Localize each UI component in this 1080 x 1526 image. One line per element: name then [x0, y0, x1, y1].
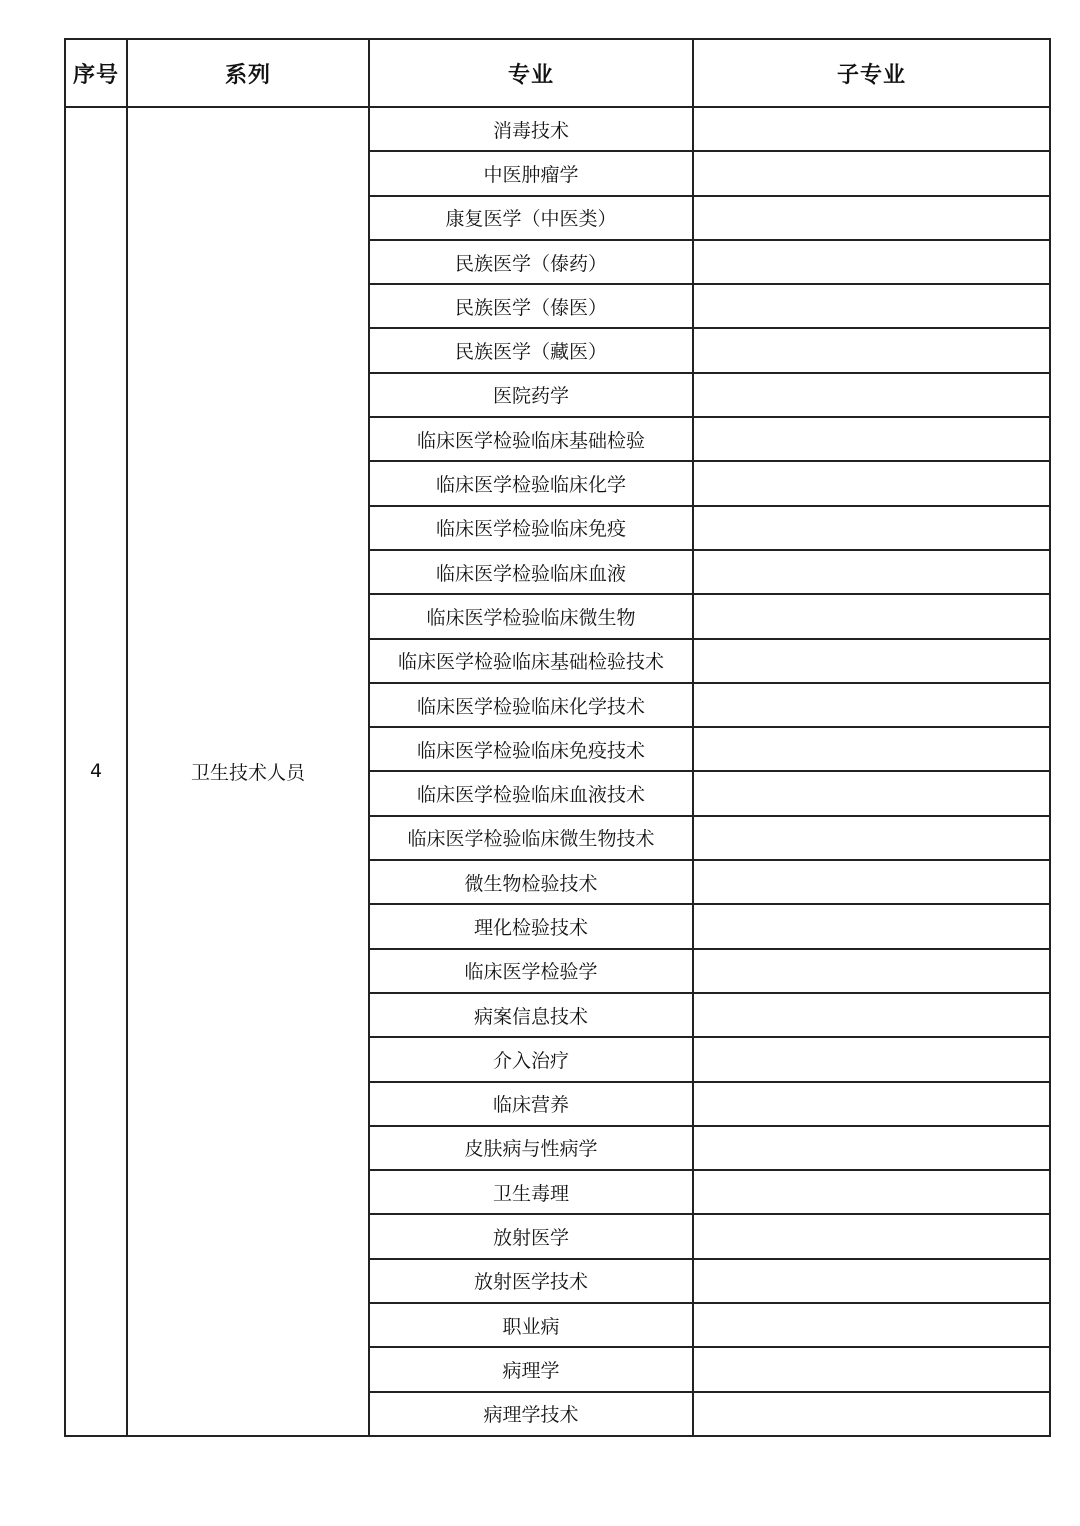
major-cell: 临床医学检验临床基础检验技术	[369, 639, 693, 683]
sub-major-cell	[693, 1303, 1050, 1347]
sub-major-cell	[693, 1214, 1050, 1258]
sub-major-cell	[693, 550, 1050, 594]
major-cell: 放射医学技术	[369, 1259, 693, 1303]
major-cell: 卫生毒理	[369, 1170, 693, 1214]
major-cell: 临床医学检验学	[369, 949, 693, 993]
major-cell: 中医肿瘤学	[369, 151, 693, 195]
sub-major-cell	[693, 639, 1050, 683]
sub-major-cell	[693, 417, 1050, 461]
sub-major-cell	[693, 1392, 1050, 1436]
major-cell: 临床医学检验临床微生物	[369, 594, 693, 638]
major-cell: 民族医学（藏医）	[369, 328, 693, 372]
sub-major-cell	[693, 196, 1050, 240]
major-cell: 消毒技术	[369, 107, 693, 151]
header-series: 系列	[127, 39, 369, 107]
major-cell: 临床医学检验临床化学技术	[369, 683, 693, 727]
major-cell: 临床医学检验临床血液	[369, 550, 693, 594]
major-cell: 皮肤病与性病学	[369, 1126, 693, 1170]
sub-major-cell	[693, 240, 1050, 284]
sub-major-cell	[693, 771, 1050, 815]
sub-major-cell	[693, 683, 1050, 727]
group-seq-cell: 4	[65, 107, 127, 1436]
major-cell: 临床医学检验临床基础检验	[369, 417, 693, 461]
table-body	[65, 107, 1050, 1436]
sub-major-cell	[693, 1082, 1050, 1126]
major-cell: 临床医学检验临床血液技术	[369, 771, 693, 815]
major-cell: 介入治疗	[369, 1037, 693, 1081]
sub-major-cell	[693, 993, 1050, 1037]
header-major: 专业	[369, 39, 693, 107]
header-row	[65, 39, 1050, 107]
header-seq: 序号	[65, 39, 127, 107]
major-cell: 职业病	[369, 1303, 693, 1347]
major-cell: 临床医学检验临床免疫技术	[369, 727, 693, 771]
major-cell: 医院药学	[369, 373, 693, 417]
header-sub-major: 子专业	[693, 39, 1050, 107]
sub-major-cell	[693, 1259, 1050, 1303]
major-cell: 理化检验技术	[369, 904, 693, 948]
sub-major-cell	[693, 904, 1050, 948]
sub-major-cell	[693, 727, 1050, 771]
sub-major-cell	[693, 594, 1050, 638]
sub-major-cell	[693, 1170, 1050, 1214]
sub-major-cell	[693, 816, 1050, 860]
sub-major-cell	[693, 1126, 1050, 1170]
sub-major-cell	[693, 107, 1050, 151]
major-cell: 民族医学（傣医）	[369, 284, 693, 328]
sub-major-cell	[693, 949, 1050, 993]
group-series-cell: 卫生技术人员	[127, 107, 369, 1436]
major-cell: 康复医学（中医类）	[369, 196, 693, 240]
major-cell: 临床营养	[369, 1082, 693, 1126]
sub-major-cell	[693, 1037, 1050, 1081]
table-row	[65, 107, 1050, 151]
sub-major-cell	[693, 284, 1050, 328]
major-cell: 临床医学检验临床免疫	[369, 506, 693, 550]
major-cell: 病理学	[369, 1347, 693, 1391]
sub-major-cell	[693, 328, 1050, 372]
sub-major-cell	[693, 1347, 1050, 1391]
major-cell: 民族医学（傣药）	[369, 240, 693, 284]
major-cell: 微生物检验技术	[369, 860, 693, 904]
specialty-table	[64, 38, 1051, 1437]
major-cell: 病案信息技术	[369, 993, 693, 1037]
sub-major-cell	[693, 461, 1050, 505]
sub-major-cell	[693, 860, 1050, 904]
sub-major-cell	[693, 151, 1050, 195]
sub-major-cell	[693, 373, 1050, 417]
major-cell: 临床医学检验临床化学	[369, 461, 693, 505]
sub-major-cell	[693, 506, 1050, 550]
major-cell: 放射医学	[369, 1214, 693, 1258]
major-cell: 临床医学检验临床微生物技术	[369, 816, 693, 860]
major-cell: 病理学技术	[369, 1392, 693, 1436]
